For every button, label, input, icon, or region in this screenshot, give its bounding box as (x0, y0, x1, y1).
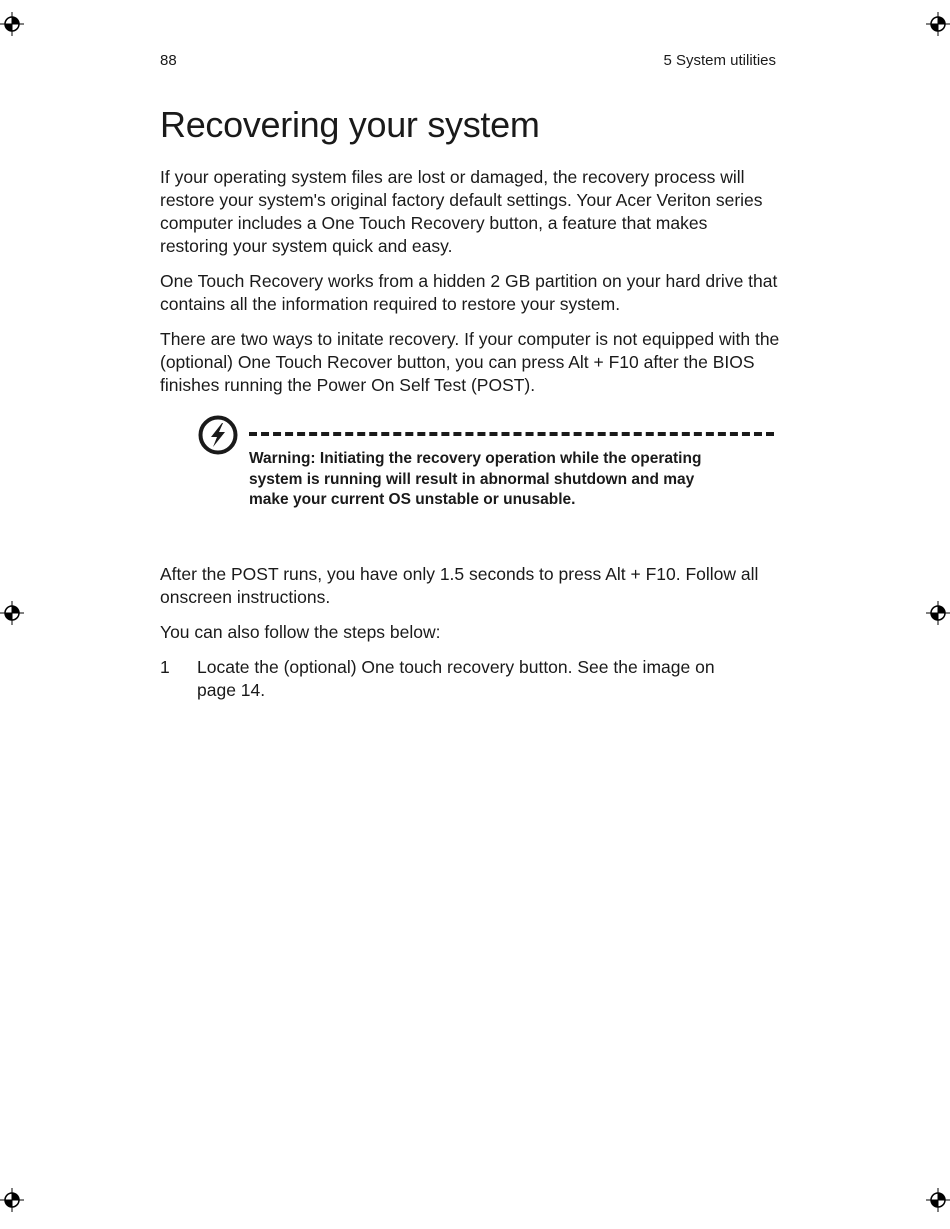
registration-mark-icon (0, 1188, 24, 1212)
post-paragraph: After the POST runs, you have only 1.5 seconds to press Alt + F10. Follow all onscreen instructions. (160, 564, 759, 607)
list-item (160, 656, 780, 702)
initiate-paragraph: There are two ways to initate recovery. If your computer is not equipped with the (optional) One Touch Recover button, you can press Alt + F10 after the BIOS finishes running the Power On Self Test (POST). (160, 329, 780, 395)
dashed-divider (249, 432, 774, 436)
intro-paragraph: If your operating system files are lost or damaged, the recovery process will restore your system's original factory default settings. Your Acer Veriton series computer includes a One Touch Recovery button, a feature that makes restoring your system quick and easy. (160, 167, 763, 256)
page-content (160, 100, 780, 702)
warning-callout (160, 413, 780, 535)
section-title: Recovering your system (160, 104, 540, 145)
registration-mark-icon (0, 601, 24, 625)
step-number: 1 (160, 657, 170, 677)
running-head (160, 52, 776, 69)
registration-mark-icon (926, 1188, 950, 1212)
warning-text: Warning: Initiating the recovery operation while the operating system is running will result in abnormal shutdown and may make your current OS unstable or unusable. (249, 450, 702, 508)
lightning-warning-icon (198, 415, 238, 455)
registration-mark-icon (926, 601, 950, 625)
page-number: 88 (160, 52, 177, 69)
step-text: Locate the (optional) One touch recovery button. See the image on page 14. (197, 657, 715, 700)
partition-paragraph: One Touch Recovery works from a hidden 2 GB partition on your hard drive that contains all the information required to restore your system. (160, 271, 778, 314)
steps-intro: You can also follow the steps below: (160, 622, 441, 642)
chapter-title: 5 System utilities (663, 52, 776, 69)
registration-mark-icon (926, 12, 950, 36)
registration-mark-icon (0, 12, 24, 36)
